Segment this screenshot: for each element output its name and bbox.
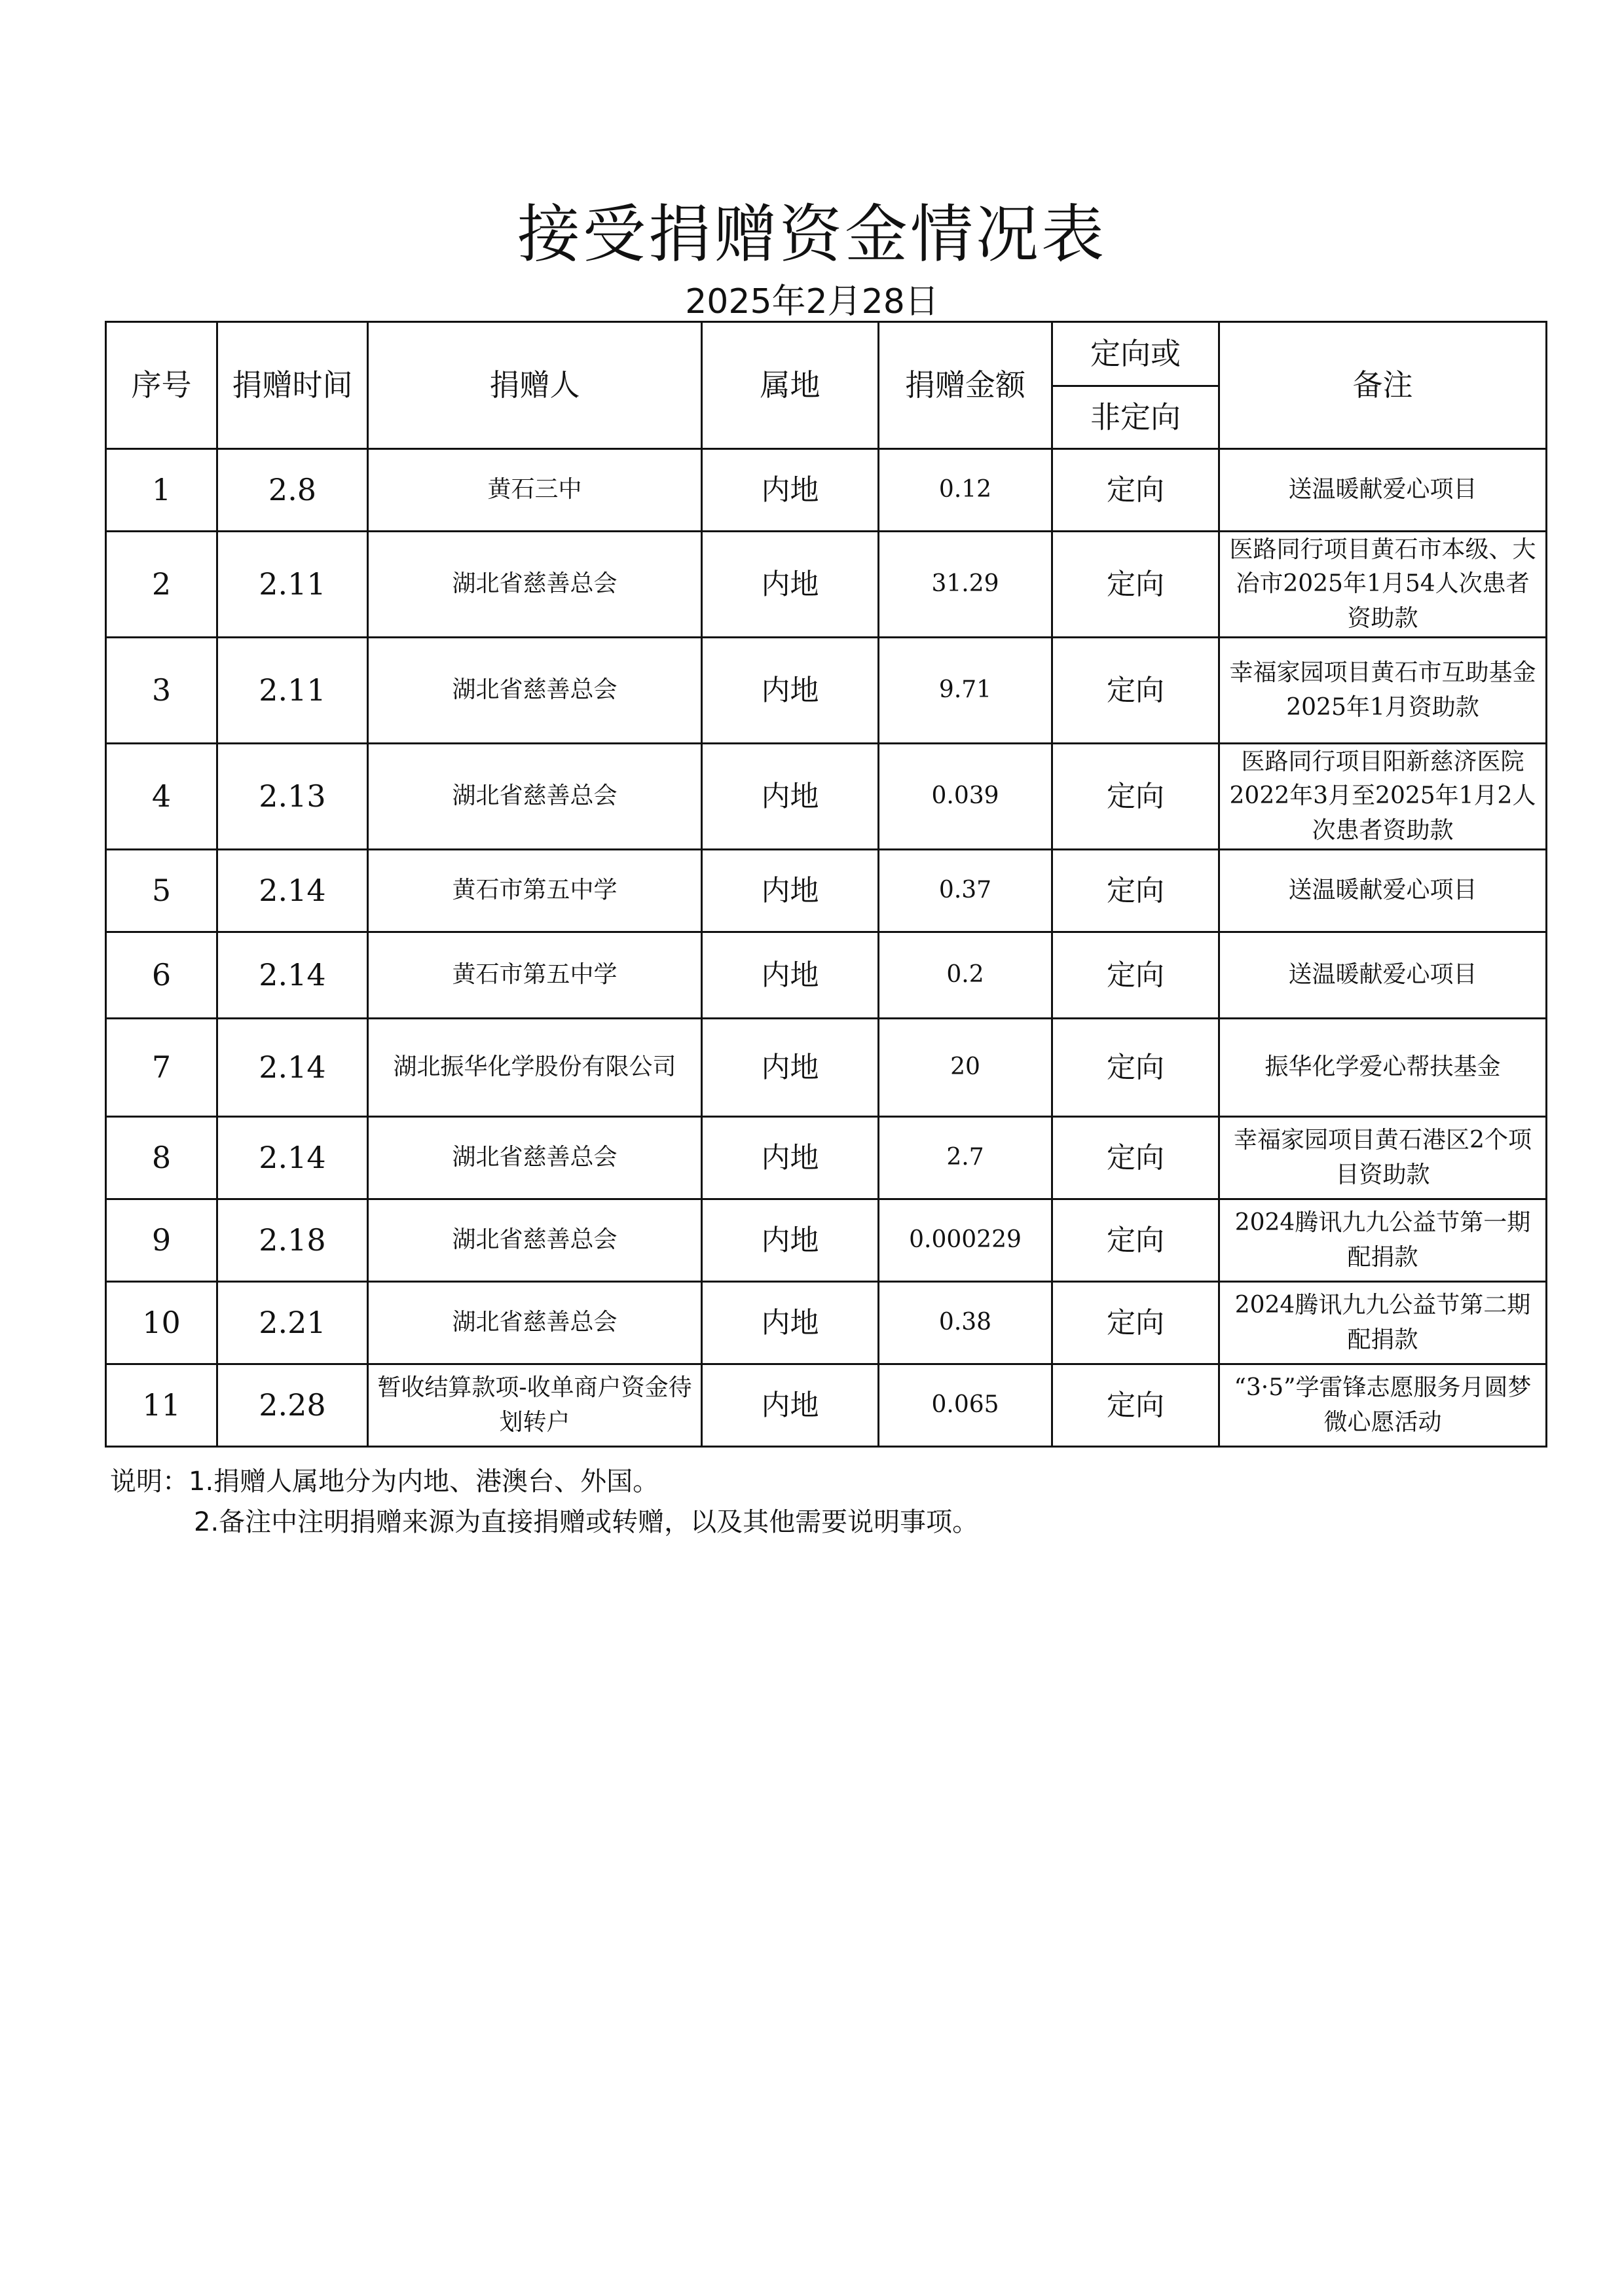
row-note: 送温暖献爱心项目	[1219, 850, 1547, 932]
row-amount: 0.38	[879, 1282, 1052, 1364]
row-location: 内地	[702, 638, 879, 744]
row-donor: 湖北省慈善总会	[368, 638, 702, 744]
donation-table	[105, 321, 1547, 1448]
table-row	[106, 638, 1547, 744]
row-location: 内地	[702, 532, 879, 638]
header-donor: 捐赠人	[368, 322, 702, 449]
table-row	[106, 1019, 1547, 1117]
header-direction-top: 定向或	[1052, 322, 1219, 386]
row-time: 2.28	[217, 1364, 368, 1447]
row-amount: 0.2	[879, 932, 1052, 1019]
row-time: 2.14	[217, 1019, 368, 1117]
row-direction: 定向	[1052, 449, 1219, 532]
table-row	[106, 1282, 1547, 1364]
row-donor: 湖北省慈善总会	[368, 1199, 702, 1282]
row-note: 振华化学爱心帮扶基金	[1219, 1019, 1547, 1117]
row-location: 内地	[702, 850, 879, 932]
row-donor: 湖北省慈善总会	[368, 1117, 702, 1199]
row-time: 2.14	[217, 850, 368, 932]
row-time: 2.18	[217, 1199, 368, 1282]
note-line-1: 说明：1.捐赠人属地分为内地、港澳台、外国。	[110, 1467, 659, 1497]
notes	[110, 1461, 978, 1542]
table-row	[106, 1117, 1547, 1199]
row-location: 内地	[702, 1117, 879, 1199]
table-row	[106, 1199, 1547, 1282]
row-direction: 定向	[1052, 638, 1219, 744]
row-direction: 定向	[1052, 1282, 1219, 1364]
row-donor: 暂收结算款项-收单商户资金待划转户	[368, 1364, 702, 1447]
report-date: 2025年2月28日	[685, 282, 939, 321]
row-amount: 0.039	[879, 744, 1052, 850]
row-amount: 0.065	[879, 1364, 1052, 1447]
row-no: 3	[106, 638, 217, 744]
row-no: 11	[106, 1364, 217, 1447]
table-row	[106, 449, 1547, 532]
row-note: 幸福家园项目黄石市互助基金2025年1月资助款	[1219, 638, 1547, 744]
row-no: 5	[106, 850, 217, 932]
header-no: 序号	[106, 322, 217, 449]
row-time: 2.14	[217, 932, 368, 1019]
row-direction: 定向	[1052, 1364, 1219, 1447]
row-amount: 0.37	[879, 850, 1052, 932]
table-row	[106, 744, 1547, 850]
row-donor: 黄石市第五中学	[368, 850, 702, 932]
note-line-2: 2.备注中注明捐赠来源为直接捐赠或转赠，以及其他需要说明事项。	[194, 1507, 979, 1537]
row-amount: 0.000229	[879, 1199, 1052, 1282]
page-title: 接受捐赠资金情况表	[517, 198, 1107, 271]
row-donor: 湖北省慈善总会	[368, 744, 702, 850]
row-no: 4	[106, 744, 217, 850]
header-amount: 捐赠金额	[879, 322, 1052, 449]
table-row	[106, 532, 1547, 638]
row-amount: 20	[879, 1019, 1052, 1117]
table-row	[106, 1364, 1547, 1447]
row-location: 内地	[702, 1364, 879, 1447]
row-direction: 定向	[1052, 1199, 1219, 1282]
row-donor: 湖北省慈善总会	[368, 1282, 702, 1364]
row-amount: 9.71	[879, 638, 1052, 744]
row-amount: 2.7	[879, 1117, 1052, 1199]
row-donor: 湖北省慈善总会	[368, 532, 702, 638]
row-donor: 湖北振华化学股份有限公司	[368, 1019, 702, 1117]
row-location: 内地	[702, 449, 879, 532]
row-time: 2.8	[217, 449, 368, 532]
row-donor: 黄石市第五中学	[368, 932, 702, 1019]
row-location: 内地	[702, 932, 879, 1019]
row-note: 医路同行项目黄石市本级、大冶市2025年1月54人次患者资助款	[1219, 532, 1547, 638]
row-location: 内地	[702, 1282, 879, 1364]
header-note: 备注	[1219, 322, 1547, 449]
row-time: 2.14	[217, 1117, 368, 1199]
row-note: 医路同行项目阳新慈济医院2022年3月至2025年1月2人次患者资助款	[1219, 744, 1547, 850]
row-no: 9	[106, 1199, 217, 1282]
row-note: 送温暖献爱心项目	[1219, 449, 1547, 532]
table-row	[106, 932, 1547, 1019]
row-direction: 定向	[1052, 744, 1219, 850]
row-amount: 31.29	[879, 532, 1052, 638]
row-direction: 定向	[1052, 932, 1219, 1019]
row-time: 2.11	[217, 532, 368, 638]
header-location: 属地	[702, 322, 879, 449]
row-location: 内地	[702, 1019, 879, 1117]
row-no: 1	[106, 449, 217, 532]
row-direction: 定向	[1052, 1117, 1219, 1199]
row-donor: 黄石三中	[368, 449, 702, 532]
row-note: 送温暖献爱心项目	[1219, 932, 1547, 1019]
row-time: 2.11	[217, 638, 368, 744]
row-note: “3·5”学雷锋志愿服务月圆梦微心愿活动	[1219, 1364, 1547, 1447]
row-location: 内地	[702, 1199, 879, 1282]
row-note: 2024腾讯九九公益节第二期配捐款	[1219, 1282, 1547, 1364]
header-time: 捐赠时间	[217, 322, 368, 449]
row-note: 2024腾讯九九公益节第一期配捐款	[1219, 1199, 1547, 1282]
row-direction: 定向	[1052, 850, 1219, 932]
row-direction: 定向	[1052, 532, 1219, 638]
table-row	[106, 850, 1547, 932]
row-no: 6	[106, 932, 217, 1019]
row-location: 内地	[702, 744, 879, 850]
row-amount: 0.12	[879, 449, 1052, 532]
header-direction-bottom: 非定向	[1052, 386, 1219, 449]
row-no: 10	[106, 1282, 217, 1364]
row-no: 2	[106, 532, 217, 638]
row-no: 7	[106, 1019, 217, 1117]
row-note: 幸福家园项目黄石港区2个项目资助款	[1219, 1117, 1547, 1199]
row-no: 8	[106, 1117, 217, 1199]
row-time: 2.13	[217, 744, 368, 850]
row-time: 2.21	[217, 1282, 368, 1364]
row-direction: 定向	[1052, 1019, 1219, 1117]
